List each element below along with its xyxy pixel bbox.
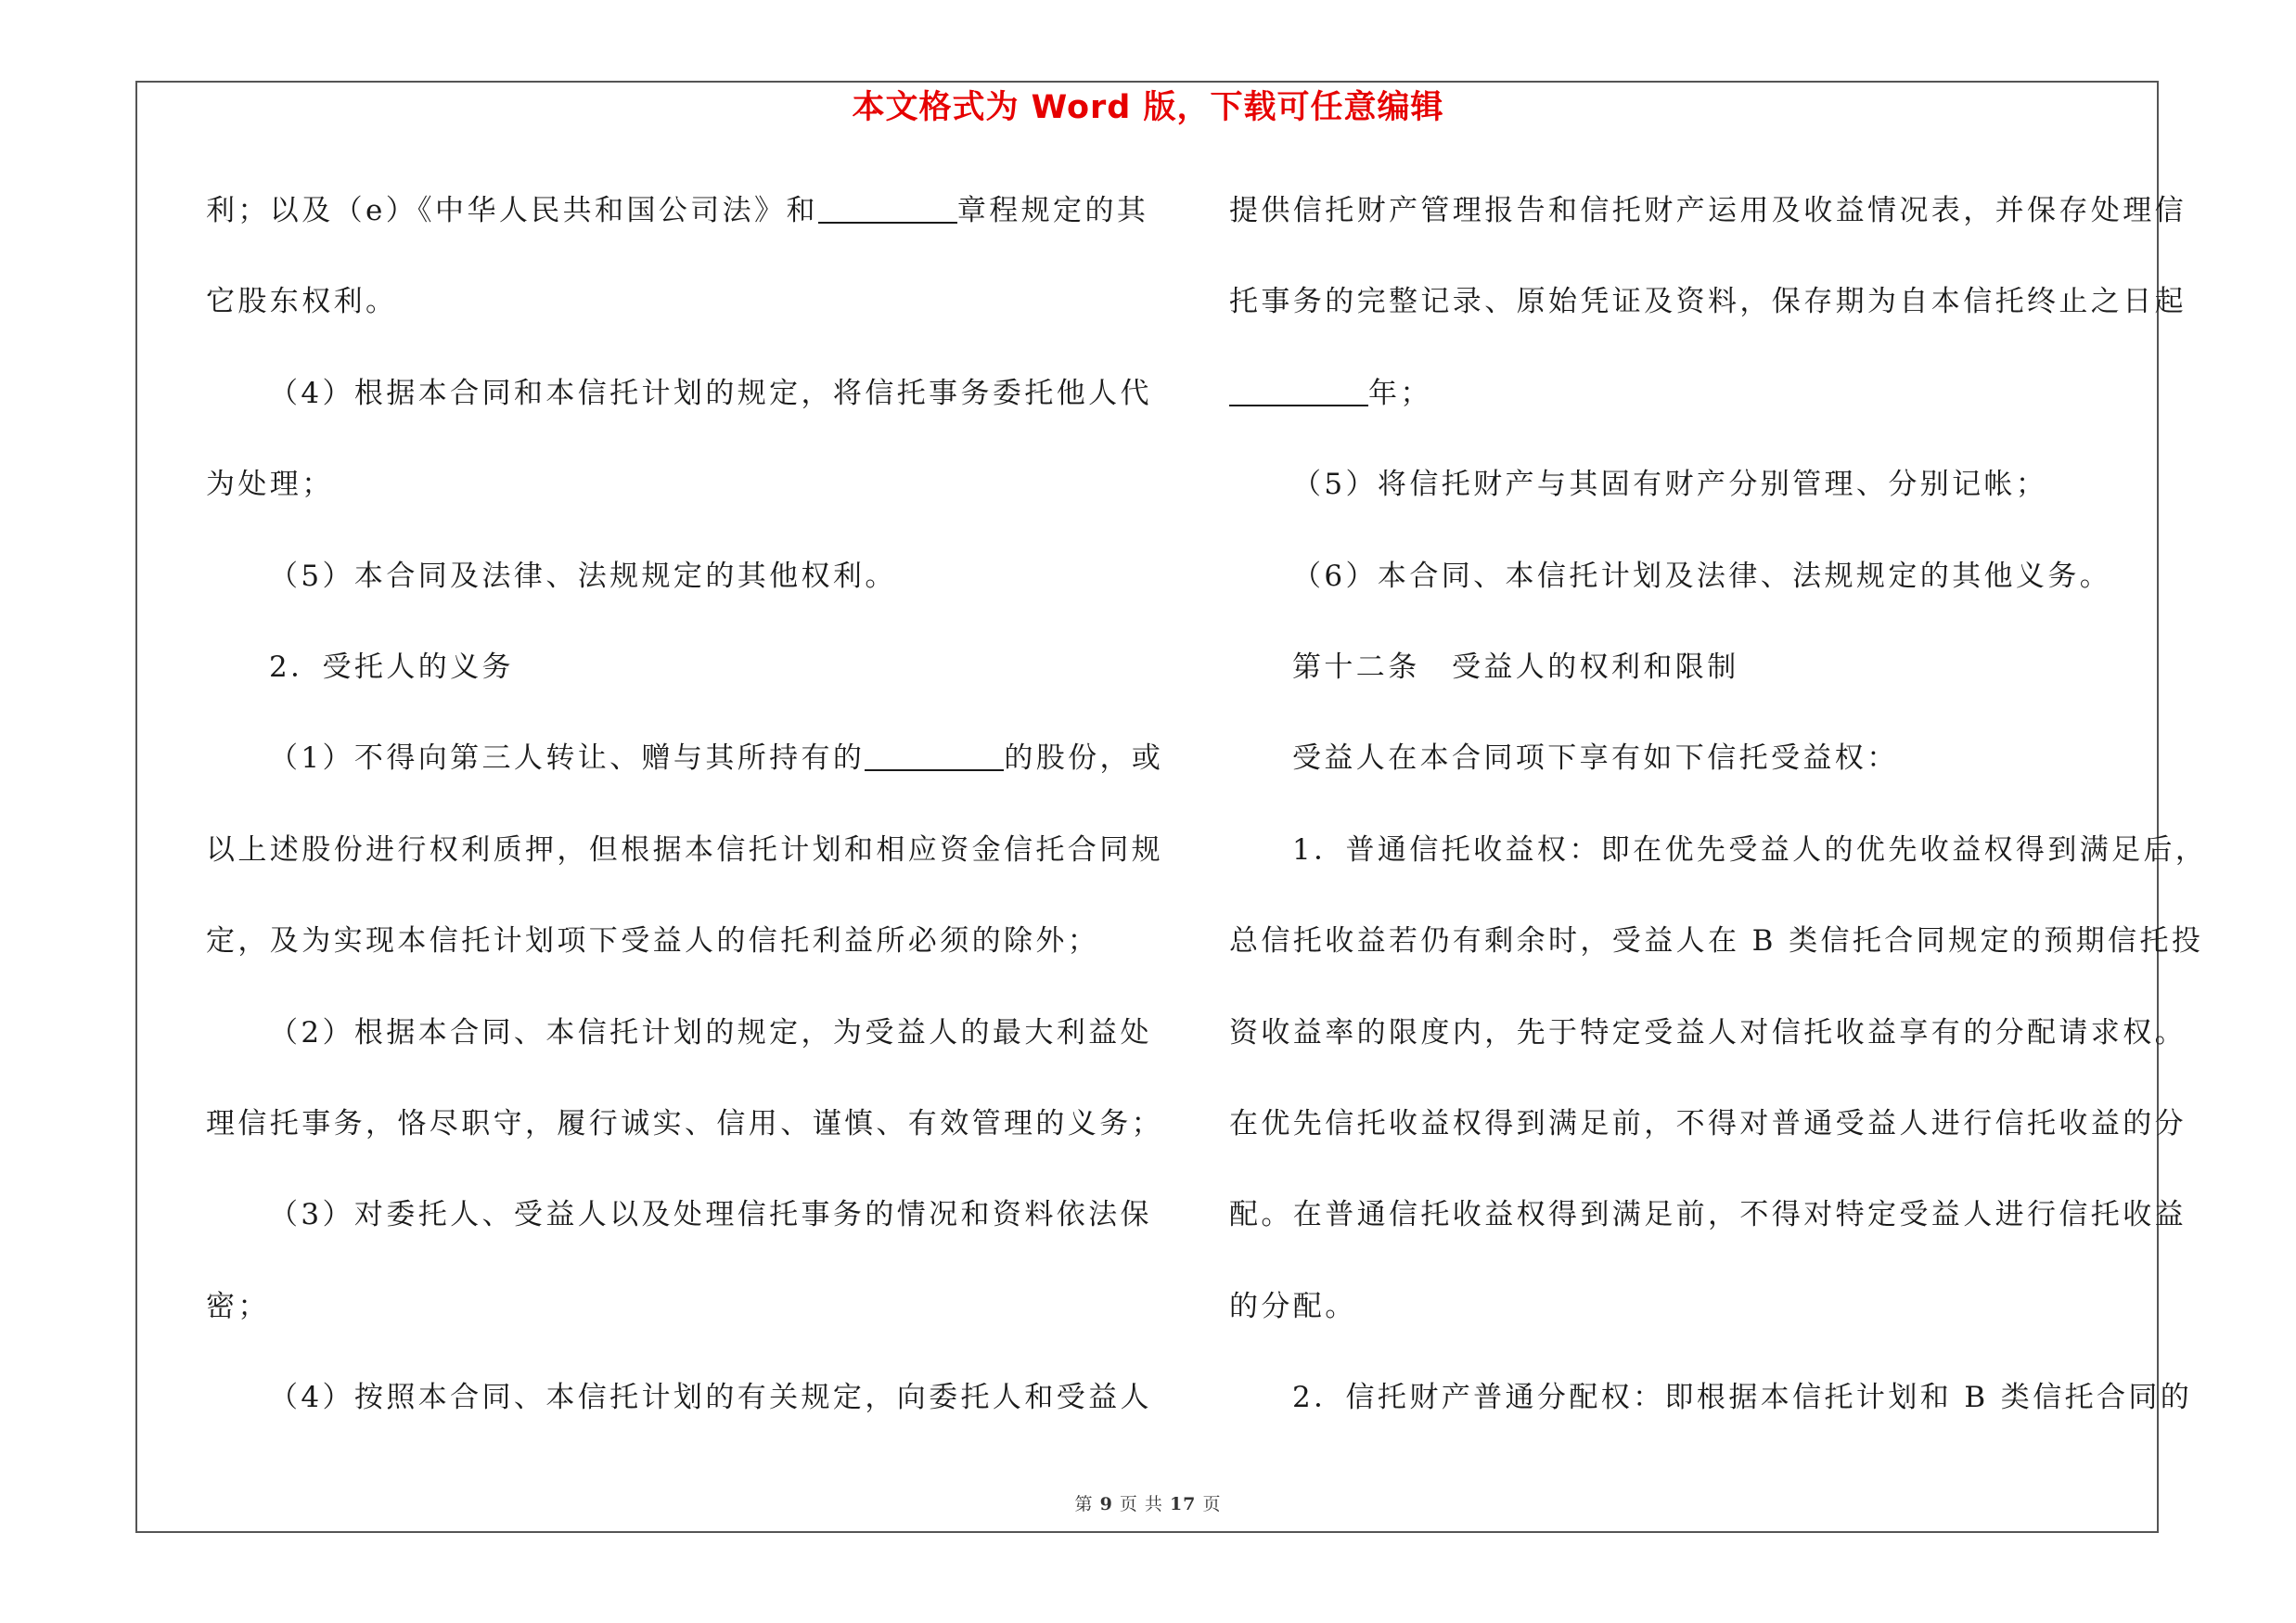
- text-line: 提供信托财产管理报告和信托财产运用及收益情况表，并保存处理信: [1229, 194, 2187, 227]
- text-line: 在优先信托收益权得到满足前，不得对普通受益人进行信托收益的分: [1229, 1106, 2187, 1140]
- text-segment: 的股份，或: [1004, 741, 1164, 776]
- text-line: 它股东权利。: [206, 285, 398, 319]
- text-line: 配。在普通信托收益权得到满足前，不得对特定受益人进行信托收益: [1229, 1198, 2187, 1232]
- text-line: （6）本合同、本信托计划及法律、法规规定的其他义务。: [1292, 559, 2112, 593]
- text-line: [1229, 367, 2175, 457]
- text-line: 密；: [206, 1289, 270, 1323]
- text-line: 总信托收益若仍有剩余时，受益人在 B 类信托合同规定的预期信托投: [1229, 924, 2204, 959]
- text-line: （5）本合同及法律、法规规定的其他权利。: [269, 559, 897, 593]
- text-line: （3）对委托人、受益人以及处理信托事务的情况和资料依法保: [269, 1198, 1152, 1232]
- text-line: 2．信托财产普通分配权：即根据本信托计划和 B 类信托合同的: [1292, 1381, 2193, 1415]
- text-line: （4）按照本合同、本信托计划的有关规定，向委托人和受益人: [269, 1381, 1152, 1415]
- text-line: 为处理；: [206, 468, 334, 502]
- footer-suffix: 页: [1202, 1494, 1222, 1514]
- left-column: [206, 184, 1164, 1464]
- total-pages-number: 17: [1169, 1494, 1197, 1514]
- text-line: 以上述股份进行权利质押，但根据本信托计划和相应资金信托合同规: [206, 832, 1163, 867]
- text-line: 受益人在本合同项下享有如下信托受益权：: [1292, 741, 1899, 776]
- text-line: （2）根据本合同、本信托计划的规定，为受益人的最大利益处: [269, 1015, 1152, 1050]
- text-line: 定，及为实现本信托计划项下受益人的信托利益所必须的除外；: [206, 924, 1100, 959]
- text-line: 1．普通信托收益权：即在优先受益人的优先收益权得到满足后，: [1292, 832, 2208, 867]
- page-footer: [0, 1490, 2296, 1515]
- text-segment: 利；以及（e）《中华人民共和国公司法》和: [206, 194, 818, 227]
- footer-prefix: 第: [1074, 1494, 1094, 1514]
- article-heading: 第十二条 受益人的权利和限制: [1292, 650, 1739, 684]
- text-line: 理信托事务，恪尽职守，履行诚实、信用、谨慎、有效管理的义务；: [206, 1106, 1163, 1140]
- footer-middle: 页 共: [1119, 1494, 1163, 1514]
- page-header-notice: 本文格式为 Word 版，下载可任意编辑: [852, 89, 1444, 126]
- text-line: （4）根据本合同和本信托计划的规定，将信托事务委托他人代: [269, 376, 1152, 410]
- text-segment: 年；: [1368, 376, 1432, 410]
- text-line: 的分配。: [1229, 1289, 1357, 1323]
- fill-in-blank: [865, 741, 1004, 771]
- current-page-number: 9: [1099, 1494, 1113, 1514]
- right-column: [1229, 184, 2208, 1464]
- text-segment: （1）不得向第三人转让、赠与其所持有的: [269, 741, 866, 776]
- text-line: 资收益率的限度内，先于特定受益人对信托收益享有的分配请求权。: [1229, 1015, 2187, 1050]
- text-line: [206, 731, 1164, 822]
- section-heading: 2．受托人的义务: [269, 650, 514, 684]
- text-line: [206, 184, 1149, 275]
- text-segment: 章程规定的其: [956, 194, 1149, 227]
- fill-in-blank: [818, 194, 957, 224]
- fill-in-blank: [1229, 377, 1368, 406]
- text-line: （5）将信托财产与其固有财产分别管理、分别记帐；: [1292, 468, 2048, 502]
- text-line: 托事务的完整记录、原始凭证及资料，保存期为自本信托终止之日起: [1229, 285, 2187, 319]
